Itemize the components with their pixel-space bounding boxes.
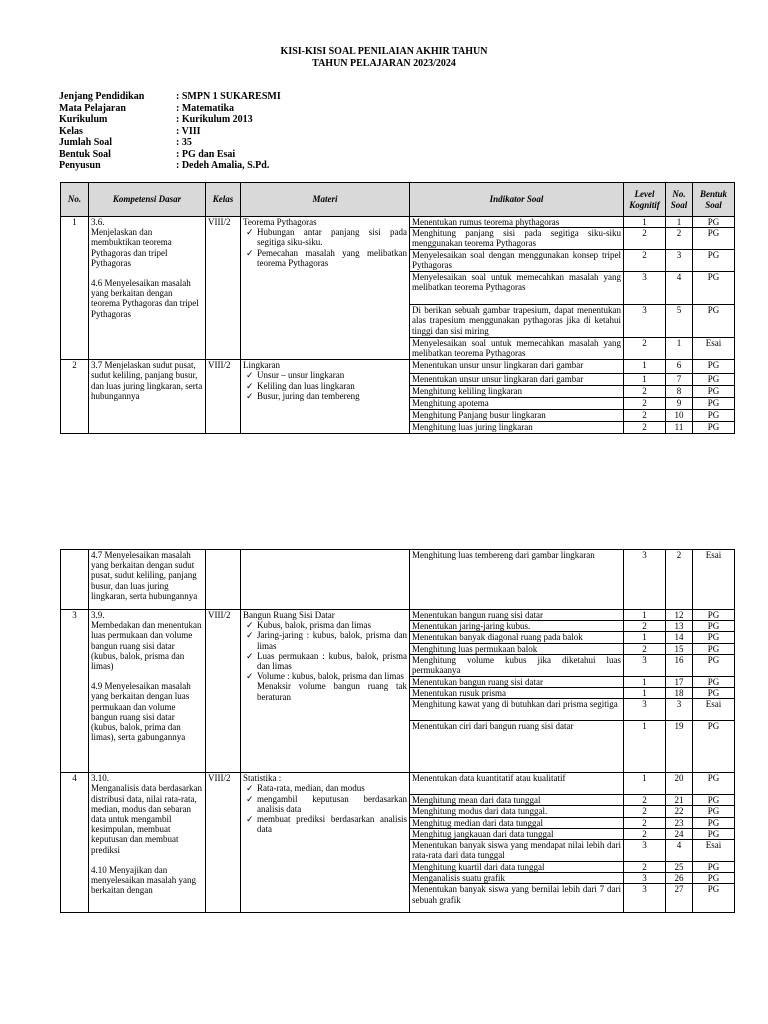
kd-line: Menjelaskan dan membuktikan teorema Pythagoras dan tripel Pythagoras [91, 227, 172, 268]
cell-no: 4 [61, 773, 89, 913]
kd-spacer [91, 268, 203, 278]
cell-bentuk: PG [693, 632, 735, 643]
cell-bentuk: PG [693, 610, 735, 621]
kisi-kisi-table-part-2 [60, 549, 735, 913]
cell-nosoal: 11 [666, 422, 693, 434]
materi-item: ✓ mengambil keputusan berdasarkan analisis data [257, 794, 407, 814]
materi-item: ✓ Kubus, balok, prisma dan limas [257, 620, 407, 630]
info-value: : VIII [176, 125, 201, 137]
cell-bentuk: PG [693, 374, 735, 386]
cell-nosoal: 3 [666, 699, 693, 721]
cell-materi [241, 550, 410, 610]
cell-level: 2 [624, 250, 666, 272]
materi-item: ✓ Jaring-jaring : kubus, balok, prisma dan limas [257, 630, 407, 650]
cell-level: 2 [624, 828, 666, 839]
cell-no: 1 [61, 217, 89, 360]
materi-item: ✓ Keliling dan luas lingkaran [257, 381, 407, 391]
cell-materi [241, 217, 410, 360]
cell-nosoal: 22 [666, 806, 693, 817]
cell-nosoal: 24 [666, 828, 693, 839]
cell-indikator: Menentukan unsur unsur lingkaran dari gambar [410, 360, 624, 374]
cell-bentuk: PG [693, 621, 735, 632]
header-level: Level Kognitif [624, 183, 666, 217]
cell-nosoal: 9 [666, 398, 693, 410]
cell-bentuk: PG [693, 305, 735, 338]
kd-line: 3.7 Menjelaskan sudut pusat, sudut keliling, panjang busur, dan luas juring lingkaran, serta hubungannya [91, 360, 203, 401]
header-bentuk: Bentuk Soal [693, 183, 735, 217]
cell-indikator: Menentukan bangun ruang sisi datar [410, 676, 624, 687]
info-label: Mata Pelajaran [59, 102, 126, 114]
cell-bentuk: PG [693, 217, 735, 228]
cell-nosoal: 21 [666, 795, 693, 806]
cell-kelas: VIII/2 [206, 217, 241, 360]
kd-line: Membedakan dan menentukan luas permukaan dan volume bangun ruang sisi datar (kubus, balok, prisma dan limas) [91, 620, 202, 672]
cell-bentuk: PG [693, 250, 735, 272]
cell-nosoal: 4 [666, 272, 693, 305]
cell-bentuk: Esai [693, 699, 735, 721]
cell-nosoal: 23 [666, 817, 693, 828]
materi-list [243, 227, 407, 268]
cell-no [61, 550, 89, 610]
cell-level: 3 [624, 699, 666, 721]
cell-bentuk: PG [693, 386, 735, 398]
cell-level: 1 [624, 360, 666, 374]
cell-kompetensi [89, 550, 206, 610]
cell-materi [241, 610, 410, 773]
cell-indikator: Menghitung kuartil dari data tunggal [410, 862, 624, 873]
cell-nosoal: 6 [666, 360, 693, 374]
cell-level: 1 [624, 374, 666, 386]
cell-indikator: Menghitung mean dari data tunggal [410, 795, 624, 806]
table-row [61, 360, 735, 374]
info-label: Kelas [59, 125, 83, 137]
cell-kelas [206, 550, 241, 610]
kd-line: 4.9 Menyelesaikan masalah yang berkaitan dengan luas permukaan dan volume bangun ruang sisi datar (kubus, balok, prima dan limas), serta gabungannya [91, 681, 191, 743]
cell-indikator: Menentukan banyak diagonal ruang pada balok [410, 632, 624, 643]
materi-item: ✓ Unsur – unsur lingkaran [257, 370, 407, 380]
cell-indikator: Menentukan ciri dari bangun ruang sisi datar [410, 721, 624, 773]
cell-indikator: Menghitung apotema [410, 398, 624, 410]
materi-item: ✓ Pemecahan masalah yang melibatkan teorema Pythagoras [257, 248, 407, 268]
info-block [59, 91, 281, 172]
cell-level: 3 [624, 840, 666, 862]
cell-level: 3 [624, 272, 666, 305]
cell-bentuk: PG [693, 228, 735, 250]
cell-level: 2 [624, 386, 666, 398]
cell-level: 1 [624, 721, 666, 773]
info-row [59, 126, 281, 138]
cell-bentuk: PG [693, 676, 735, 687]
cell-indikator: Menyelesaikan soal untuk memecahkan masalah yang melibatkan teorema Pythagoras [410, 272, 624, 305]
materi-title: Bangun Ruang Sisi Datar [243, 610, 335, 620]
cell-bentuk: PG [693, 398, 735, 410]
cell-nosoal: 8 [666, 386, 693, 398]
cell-nosoal: 26 [666, 873, 693, 884]
cell-bentuk: PG [693, 688, 735, 699]
cell-level: 2 [624, 806, 666, 817]
info-label: Kurikulum [59, 114, 108, 125]
cell-indikator: Menentukan bangun ruang sisi datar [410, 610, 624, 621]
cell-nosoal: 7 [666, 374, 693, 386]
kd-line: 3.9. [91, 610, 105, 620]
cell-indikator: Menganalisis suatu grafik [410, 873, 624, 884]
info-value: : Kurikulum 2013 [176, 114, 253, 125]
cell-bentuk: PG [693, 654, 735, 676]
cell-indikator: Menghitung panjang sisi pada segitiga siku-siku menggunakan teorema Pythagoras [410, 228, 624, 250]
cell-level: 2 [624, 338, 666, 360]
header-kelas: Kelas [206, 183, 241, 217]
cell-nosoal: 19 [666, 721, 693, 773]
materi-title: Statistika : [243, 773, 282, 784]
cell-bentuk: PG [693, 795, 735, 806]
cell-kompetensi [89, 360, 206, 434]
cell-level: 2 [624, 422, 666, 434]
cell-nosoal: 1 [666, 217, 693, 228]
cell-nosoal: 2 [666, 550, 693, 610]
cell-level: 1 [624, 688, 666, 699]
cell-bentuk: PG [693, 806, 735, 817]
cell-nosoal: 20 [666, 773, 693, 795]
cell-indikator: Menghitung Panjang busur lingkaran [410, 410, 624, 422]
kd-line: 3.10. [91, 773, 109, 784]
cell-no: 3 [61, 610, 89, 773]
cell-bentuk: PG [693, 884, 735, 913]
cell-level: 1 [624, 217, 666, 228]
cell-nosoal: 10 [666, 410, 693, 422]
table-row [61, 217, 735, 228]
cell-level: 1 [624, 676, 666, 687]
cell-kompetensi [89, 610, 206, 773]
cell-nosoal: 3 [666, 250, 693, 272]
kd-line: 4.7 Menyelesaikan masalah yang berkaitan dengan sudut pusat, sudut keliling, panjang busur, dan luas juring lingkaran, serta hubungannya [91, 550, 198, 601]
document-subtitle: TAHUN PELAJARAN 2023/2024 [312, 58, 456, 69]
header-materi: Materi [241, 183, 410, 217]
cell-indikator: Menentukan jaring-jaring kubus. [410, 621, 624, 632]
cell-level: 2 [624, 621, 666, 632]
cell-indikator: Di berikan sebuah gambar trapesium, dapat menentukan alas trapesium menggunakan pythagoras jika di ketahui tinggi dan sisi miring [410, 305, 624, 338]
cell-level: 3 [624, 873, 666, 884]
cell-level: 2 [624, 795, 666, 806]
cell-nosoal: 25 [666, 862, 693, 873]
info-label: Jumlah Soal [59, 137, 113, 148]
cell-indikator: Menghitug median dari data tunggal [410, 817, 624, 828]
cell-indikator: Menghitug jangkauan dari data tunggal [410, 828, 624, 839]
cell-level: 2 [624, 817, 666, 828]
cell-nosoal: 14 [666, 632, 693, 643]
materi-list [243, 620, 407, 681]
info-row [59, 103, 281, 115]
header-nosoal: No. Soal [666, 183, 693, 217]
cell-bentuk: PG [693, 773, 735, 795]
cell-bentuk: PG [693, 828, 735, 839]
cell-level: 3 [624, 550, 666, 610]
materi-item: ✓ Busur, juring dan tembereng [257, 391, 407, 401]
materi-extra: Menaksir volume bangun ruang tak beraturan [257, 681, 407, 702]
cell-level: 3 [624, 654, 666, 676]
cell-kelas: VIII/2 [206, 773, 241, 913]
cell-level: 1 [624, 773, 666, 795]
cell-bentuk: PG [693, 873, 735, 884]
cell-level: 2 [624, 398, 666, 410]
cell-level: 2 [624, 643, 666, 654]
cell-nosoal: 27 [666, 884, 693, 913]
info-label: Penyusun [59, 160, 101, 171]
cell-indikator: Menghitung kawat yang di butuhkan dari prisma segitiga [410, 699, 624, 721]
cell-indikator: Menentukan banyak siswa yang bernilai lebih dari 7 dari sebuah grafik [410, 884, 624, 913]
cell-materi [241, 360, 410, 434]
materi-list [243, 783, 407, 834]
cell-kelas: VIII/2 [206, 610, 241, 773]
cell-bentuk: PG [693, 410, 735, 422]
cell-nosoal: 15 [666, 643, 693, 654]
cell-indikator: Menghitung keliling lingkaran [410, 386, 624, 398]
info-label: Jenjang Pendidikan [59, 91, 145, 102]
cell-kelas: VIII/2 [206, 360, 241, 434]
cell-indikator: Menentukan data kuantitatif atau kualitatif [410, 773, 624, 795]
table-header-row [61, 183, 735, 217]
cell-indikator: Menghitung modus dari data tunggal. [410, 806, 624, 817]
cell-bentuk: Esai [693, 550, 735, 610]
table-body [61, 550, 735, 913]
kd-line: 4.6 Menyelesaikan masalah yang berkaitan dengan teorema Pythagoras dan tripel Pythagoras [91, 278, 199, 319]
materi-title: Lingkaran [243, 360, 280, 371]
header-indikator: Indikator Soal [410, 183, 624, 217]
cell-nosoal: 5 [666, 305, 693, 338]
info-row [59, 137, 281, 149]
cell-indikator: Menghitung luas tembereng dari gambar lingkaran [410, 550, 624, 610]
cell-indikator: Menghitung luas juring lingkaran [410, 422, 624, 434]
cell-nosoal: 16 [666, 654, 693, 676]
materi-item: ✓ membuat prediksi berdasarkan analisis data [257, 814, 407, 834]
document-title: KISI-KISI SOAL PENILAIAN AKHIR TAHUN [280, 46, 488, 57]
cell-kompetensi [89, 217, 206, 360]
cell-level: 2 [624, 228, 666, 250]
cell-nosoal: 4 [666, 840, 693, 862]
cell-bentuk: Esai [693, 840, 735, 862]
table-row [61, 610, 735, 621]
cell-indikator: Menentukan unsur unsur lingkaran dari gambar [410, 374, 624, 386]
info-row [59, 91, 281, 103]
table-row [61, 550, 735, 610]
info-label: Bentuk Soal [59, 148, 111, 160]
cell-bentuk: PG [693, 272, 735, 305]
cell-level: 1 [624, 632, 666, 643]
materi-item: ✓ Hubungan antar panjang sisi pada segitiga siku-siku. [257, 227, 407, 247]
info-row [59, 149, 281, 161]
kisi-kisi-table-part-1 [60, 182, 735, 434]
table-body [61, 217, 735, 434]
cell-indikator: Menghitung volume kubus jika diketahui luas permukaanya [410, 654, 624, 676]
info-row [59, 114, 281, 126]
cell-indikator: Menentukan rumus teorema phythagoras [410, 217, 624, 228]
cell-level: 2 [624, 862, 666, 873]
cell-nosoal: 2 [666, 228, 693, 250]
kd-spacer [91, 671, 203, 681]
info-value: : 35 [176, 137, 192, 148]
materi-title: Teorema Pythagoras [243, 217, 317, 227]
cell-bentuk: PG [693, 422, 735, 434]
cell-indikator: Menentukan banyak siswa yang mendapat nilai lebih dari rata-rata dari data tunggal [410, 840, 624, 862]
cell-indikator: Menghitung luas permukaan balok [410, 643, 624, 654]
cell-nosoal: 12 [666, 610, 693, 621]
cell-bentuk: PG [693, 721, 735, 773]
cell-bentuk: PG [693, 817, 735, 828]
cell-bentuk: Esai [693, 338, 735, 360]
cell-level: 2 [624, 410, 666, 422]
materi-item: ✓ Luas permukaan : kubus, balok, prisma dan limas [257, 651, 407, 671]
materi-item: ✓ Volume : kubus, balok, prisma dan limas [257, 671, 407, 681]
cell-nosoal: 18 [666, 688, 693, 699]
cell-nosoal: 13 [666, 621, 693, 632]
header-no: No. [61, 183, 89, 217]
info-value: : Dedeh Amalia, S.Pd. [176, 160, 270, 171]
cell-level: 1 [624, 610, 666, 621]
materi-item: ✓ Rata-rata, median, dan modus [257, 783, 407, 793]
info-value: : SMPN 1 SUKARESMI [176, 91, 281, 102]
table-row [61, 773, 735, 795]
info-row [59, 160, 281, 172]
info-value: : Matematika [176, 102, 235, 114]
kd-line: Menganalisis data berdasarkan distribusi data, nilai rata-rata, median, modus dan sebaran data untuk mengambil kesimpulan, membuat keputusan dan membuat prediksi [91, 783, 202, 855]
cell-level: 3 [624, 884, 666, 913]
cell-level: 3 [624, 305, 666, 338]
cell-nosoal: 17 [666, 676, 693, 687]
kd-spacer [91, 855, 203, 865]
info-value: : PG dan Esai [176, 148, 236, 160]
cell-bentuk: PG [693, 862, 735, 873]
cell-indikator: Menyelesaikan soal untuk memecahkan masalah yang melibatkan teorema Pythagoras [410, 338, 624, 360]
materi-list [243, 370, 407, 401]
cell-kompetensi [89, 773, 206, 913]
cell-no: 2 [61, 360, 89, 434]
kd-line: 3.6. [91, 217, 105, 227]
header-kompetensi: Kompetensi Dasar [89, 183, 206, 217]
cell-bentuk: PG [693, 643, 735, 654]
cell-bentuk: PG [693, 360, 735, 374]
cell-indikator: Menentukan rusuk prisma [410, 688, 624, 699]
cell-materi [241, 773, 410, 913]
kd-line: 4.10 Menyajikan dan menyelesaikan masalah yang berkaitan dengan [91, 864, 196, 896]
cell-nosoal: 1 [666, 338, 693, 360]
cell-indikator: Menyelesaikan soal dengan menggunakan konsep tripel Pythagoras [410, 250, 624, 272]
